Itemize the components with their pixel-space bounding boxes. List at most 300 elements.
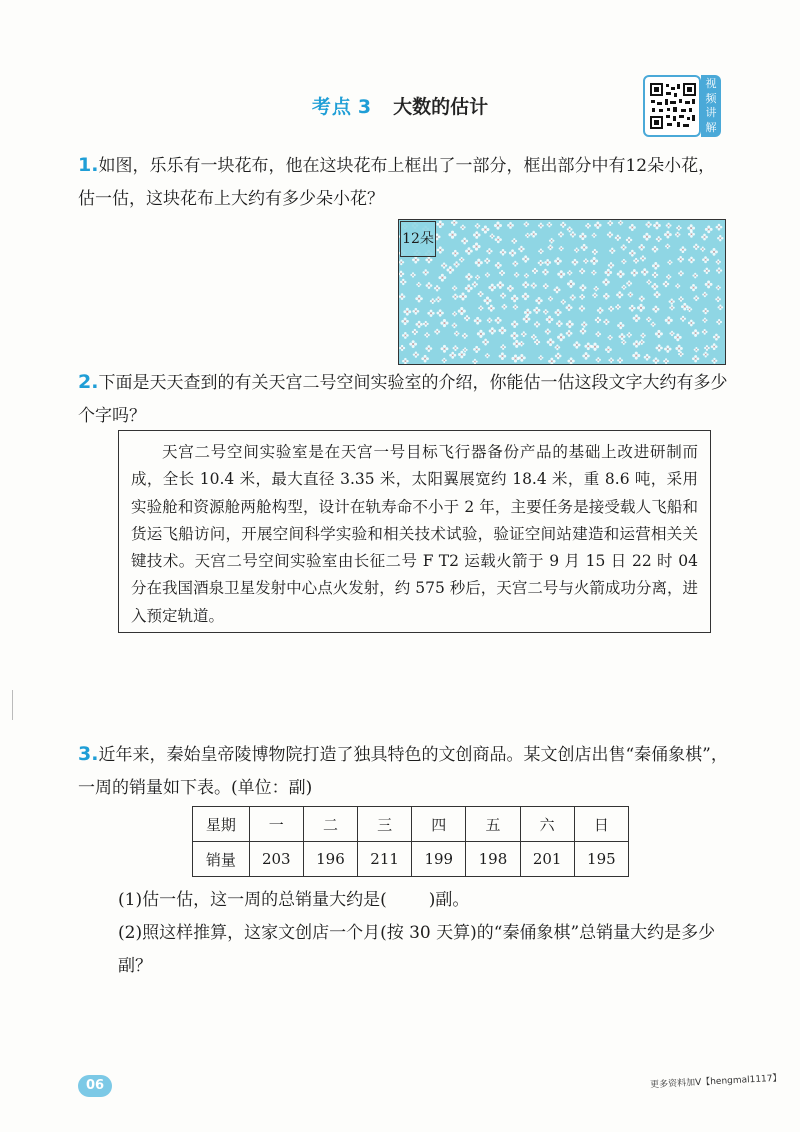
flower-dot [509,249,516,256]
flower-dot [560,222,566,228]
flower-dot [692,355,699,362]
video-explain-tag[interactable]: 视频讲解 [701,75,721,137]
flower-dot [446,266,454,274]
flower-dot [701,234,708,241]
flower-dot [702,256,709,263]
flower-dot [413,351,419,357]
flower-dot [643,233,651,241]
flower-dot [596,357,601,362]
flower-dot [561,299,566,304]
flower-dot [399,259,404,265]
flower-dot [425,256,432,263]
flower-dot [638,244,645,251]
flower-dot [640,255,646,261]
flower-dot [653,222,661,230]
flower-dot [524,309,532,317]
flower-dot [591,343,599,351]
flower-dot [441,345,449,353]
flower-dot [434,329,440,335]
flower-dot [669,298,675,304]
flower-dot [566,304,573,311]
flower-dot [607,335,612,340]
flower-dot [566,320,574,328]
flower-dot [656,344,663,351]
flower-dot [485,353,490,358]
flower-dot [452,294,458,300]
flower-dot [531,282,537,288]
flower-dot [570,231,576,237]
flower-dot [615,304,621,310]
flower-dot [702,292,707,297]
flower-dot [665,316,673,324]
flower-dot [595,331,601,337]
flower-dot [495,262,502,269]
flower-dot [511,238,517,244]
table-header-row [193,807,629,842]
table-cell: 五 [466,807,520,842]
question-1-text: 如图，乐乐有一块花布，他在这块花布上框出了一部分，框出部分中有12朵小花，估一估，这块花布上大约有多少朵小花？ [78,156,716,209]
table-cell: 199 [412,842,466,877]
flower-dot [629,224,636,231]
flower-dot [663,358,669,364]
flower-dot [608,306,614,312]
flower-dot [619,333,626,340]
flower-dot [579,305,585,311]
flower-dot [646,280,651,285]
flower-dot [525,233,530,238]
flower-dot [651,283,658,290]
flower-dot [472,281,478,287]
flower-dot [430,298,436,304]
flower-dot [399,271,404,278]
flower-dot [475,259,483,267]
sub-question-1-text: (1)估一估，这一周的总销量大约是( [118,890,387,910]
flower-dot [488,284,496,292]
watermark: 更多资料加V【hengmal1117】 [649,1073,782,1091]
flower-dot [688,231,695,238]
flower-dot [538,260,544,266]
table-cell: 日 [574,807,628,842]
flower-dot [688,320,695,327]
flower-dot [652,272,658,278]
flower-dot [478,305,483,310]
flower-dot [499,270,505,276]
flower-dot [426,282,433,289]
flower-dot [485,272,490,277]
flower-dot [675,345,682,352]
flower-dot [663,281,670,288]
flower-dot [579,294,585,300]
flower-dot [641,268,649,276]
flower-dot [554,286,561,293]
flower-dot [555,344,561,350]
flower-dot [593,286,598,291]
flower-dot [451,220,458,226]
flower-dot [530,231,537,238]
flower-dot [415,321,422,328]
flower-dot [478,291,484,297]
flower-dot [453,345,459,351]
table-cell: 一 [249,807,303,842]
flower-dot [548,245,554,251]
flower-dot [652,262,660,270]
flower-dot [572,259,579,266]
flower-dot [713,334,720,341]
flower-dot [675,283,680,288]
flower-dot [581,321,587,327]
flower-dot [415,295,422,302]
table-cell: 201 [520,842,574,877]
flower-dot [702,308,708,314]
flower-dot [626,237,632,243]
flower-fabric [398,219,726,365]
question-2-text: 下面是天天查到的有关天宫二号空间实验室的介绍，你能估一估这段文字大约有多少个字吗？ [78,373,728,426]
flower-dot [448,231,456,239]
flower-dot [490,234,495,239]
flower-dot [675,232,681,238]
flower-dot [440,319,448,327]
question-3-number: 3. [78,743,99,765]
flower-dot [518,246,525,253]
kaodian-label: 考点 [311,96,352,118]
flower-dot [521,331,527,337]
flower-dot [475,275,480,280]
flower-dot [473,346,480,353]
flower-dot [518,354,526,362]
table-cell: 211 [358,842,412,877]
table-cell: 195 [574,842,628,877]
flower-dot [399,345,405,351]
flower-dot [441,262,447,268]
flower-dot [500,249,507,256]
flower-dot [592,233,597,238]
flower-dot [608,262,614,268]
flower-dot [427,310,434,317]
flower-dot [583,258,588,263]
flower-dot [472,243,480,251]
flower-dot [534,339,540,345]
flower-dot [524,221,530,227]
flower-dot [703,352,709,358]
flower-dot [513,304,518,309]
flower-dot [511,320,518,327]
table-cell: 销量 [193,842,250,877]
flower-dot [669,305,675,311]
qr-code-icon [649,82,697,130]
flower-dot [633,314,641,322]
table-cell: 三 [358,807,412,842]
flower-dot [402,332,409,339]
flower-dot [460,225,466,231]
flower-dot [421,355,429,363]
flower-dot [665,244,670,249]
flower-dot [547,338,555,346]
table-cell: 二 [303,807,357,842]
flower-dot [716,259,721,264]
flower-dot [591,270,596,275]
table-cell: 198 [466,842,520,877]
flower-dot [500,293,506,299]
flower-dot [473,231,481,239]
flower-dot [519,341,525,347]
flower-dot [495,317,502,324]
flower-dot [452,285,457,290]
flower-dot [702,329,708,335]
flower-dot [524,273,529,278]
flower-dot [535,297,542,304]
flower-dot [462,333,468,339]
flower-dot [554,309,561,316]
flower-dot [710,248,718,256]
flower-dot [711,343,718,350]
sales-table [192,806,629,877]
flower-dot [484,258,490,264]
sub-question-1-suffix: )副。 [428,890,470,910]
flower-dot [548,358,555,365]
flower-dot [472,359,478,365]
flower-dot [511,295,519,303]
flower-dot [667,260,672,265]
flower-dot [547,222,553,228]
flower-dot [592,293,598,299]
flower-dot [618,220,623,225]
question-2 [78,366,728,433]
flower-dot [628,292,634,298]
flower-dot [621,259,626,264]
flower-dot [567,227,573,233]
flower-dot [716,224,723,231]
flower-dot [494,222,502,230]
flower-dot [637,304,645,312]
table-cell: 六 [520,807,574,842]
flower-dot [690,284,697,291]
flower-dot [482,339,489,346]
flower-dot [489,327,496,334]
flower-dot [512,261,518,267]
flower-dot [680,246,687,253]
flower-dot [580,328,587,335]
page-number: 06 [78,1075,112,1097]
flower-dot [705,226,713,234]
flower-dot [677,256,684,263]
flower-dot [464,315,470,321]
flower-dot [533,307,540,314]
flower-dot [545,329,551,335]
flower-dot [579,268,585,274]
flower-dot [475,223,481,229]
flower-dot [621,244,627,250]
flower-dot [585,223,591,229]
flower-dot [653,357,660,364]
tiangong-passage [118,430,711,633]
flower-dot [401,318,409,326]
flower-dot [680,316,686,322]
flower-dot [640,333,645,338]
flower-dot [644,354,651,361]
question-1-number: 1. [78,154,99,176]
flower-dot [700,247,705,252]
flower-dot [442,358,447,363]
flower-dot [454,331,460,337]
flower-dot [453,261,459,267]
flower-dot [556,320,563,327]
question-1 [78,149,728,216]
qr-code[interactable] [643,75,701,137]
flower-dot [579,284,586,291]
flower-dot [531,334,537,340]
table-cell: 四 [412,807,466,842]
flower-dot [616,291,623,298]
flower-dot [538,355,543,360]
flower-dot [609,248,615,254]
flower-dot [716,319,722,325]
flower-dot [604,269,612,277]
flower-dot [651,322,656,327]
flower-dot [488,305,495,312]
flower-dot [716,267,722,273]
question-2-number: 2. [78,371,99,393]
flower-dot [715,296,721,302]
flower-dot [705,281,713,289]
flower-dot [704,268,710,274]
flower-dot [633,340,640,347]
flower-dot [522,293,530,301]
flower-dot [437,246,444,253]
flower-dot [477,330,485,338]
flower-dot [500,344,506,350]
flower-dot [702,318,707,323]
flower-dot [483,297,491,305]
flower-dot [617,322,624,329]
flower-dot [607,220,613,226]
flower-dot [632,352,640,360]
flower-dot [666,274,671,279]
flower-dot [626,280,632,286]
flower-dot [621,340,626,345]
flower-dot [463,347,468,352]
flower-dot [567,270,572,275]
flower-dot [554,257,562,265]
flower-dot [522,255,529,262]
flower-dot [465,284,473,292]
flower-dot [499,352,507,360]
flower-dot [425,345,432,352]
flower-dot [669,331,674,336]
flower-dot [461,238,468,245]
flower-dot [452,250,459,257]
flower-dot [399,293,405,300]
page-title: 大数的估计 [393,96,489,118]
flower-dot [629,305,636,312]
flower-dot [573,341,580,348]
table-row [193,842,629,877]
flower-dot [532,268,538,274]
flower-dot [402,358,409,365]
flower-dot [501,304,507,310]
flower-dot [522,281,529,288]
flower-dot [626,332,631,337]
kaodian-number: 3 [357,96,372,118]
fabric-pattern [399,220,726,365]
flower-dot [423,321,429,327]
flower-dot [544,259,551,266]
flower-dot [558,231,564,237]
flower-dot [678,296,684,302]
flower-dot [543,283,549,289]
flower-dot [603,293,610,300]
scan-mark [12,690,13,720]
flower-dot [595,317,601,323]
flower-dot [566,330,573,337]
flower-dot [664,345,671,352]
flower-dot [645,221,651,227]
flower-dot [424,332,430,338]
flower-dot [497,281,505,289]
flower-dot [639,296,645,302]
flower-dot [652,306,659,313]
flower-dot [412,329,418,335]
table-cell: 196 [303,842,357,877]
flower-dot [594,221,601,228]
flower-dot [410,272,415,277]
flower-dot [458,307,466,315]
flower-dot [654,291,661,298]
passage-text: 天宫二号空间实验室是在天宫一号目标飞行器备份产品的基础上改进研制而成，全长 10.4 米，最大直径 3.35 米，太阳翼展宽约 18.4 米，重 8.6 吨，采用实验舱和资源舱两舱构型，设计在轨寿命不小于 2 年，主要任务是接受载人飞船和货运飞船访问，开展空间科学实验和相关技术试验，验证空间站建造和运营相关关键技术。天宫二号空间实验室由长征二号 F T2 运载火箭于 9 月 15 日 22 时 04 分在我国酒泉卫星发射中心点火发射，约 575 秒后，天宫二号与火箭成功分离，进入预定轨道。 [131,443,698,625]
flower-dot [452,323,458,329]
flower-dot [507,222,514,229]
flower-dot [449,352,456,359]
flower-dot [459,293,467,301]
flower-dot [603,319,609,325]
flower-dot [465,247,473,255]
flower-dot [510,332,518,340]
flower-dot [602,278,609,285]
flower-dot [646,317,651,322]
flower-dot [717,235,723,241]
flower-dot [523,315,531,323]
flower-dot [656,236,662,242]
flower-dot [403,308,411,316]
flower-dot [692,273,698,279]
flower-dot [549,238,555,244]
flower-dot [409,340,417,348]
flower-dot [400,279,406,285]
flower-dot [435,296,441,302]
flower-dot [633,258,639,264]
flower-dot [581,244,588,251]
flower-dot [621,285,626,290]
flower-dot [688,257,695,264]
flower-dot [664,231,672,239]
flower-dot [693,244,699,250]
flower-dot [538,248,544,254]
flower-dot [570,294,576,300]
flower-dot [474,317,482,325]
flower-dot [584,342,592,350]
flower-dot [459,257,464,262]
flower-dot [538,223,544,229]
flower-dot [655,330,663,338]
flower-dot [412,256,419,263]
flower-dot [674,333,682,341]
flower-dot [412,308,419,315]
flower-dot [437,309,444,316]
flower-dot [676,225,681,230]
question-3-text: 近年来，秦始皇帝陵博物院打造了独具特色的文创商品。某文创店出售“秦俑象棋”，一周的销量如下表。(单位：副) [78,745,728,798]
flower-dot [579,233,587,241]
flower-dot [582,352,589,359]
table-cell: 203 [249,842,303,877]
